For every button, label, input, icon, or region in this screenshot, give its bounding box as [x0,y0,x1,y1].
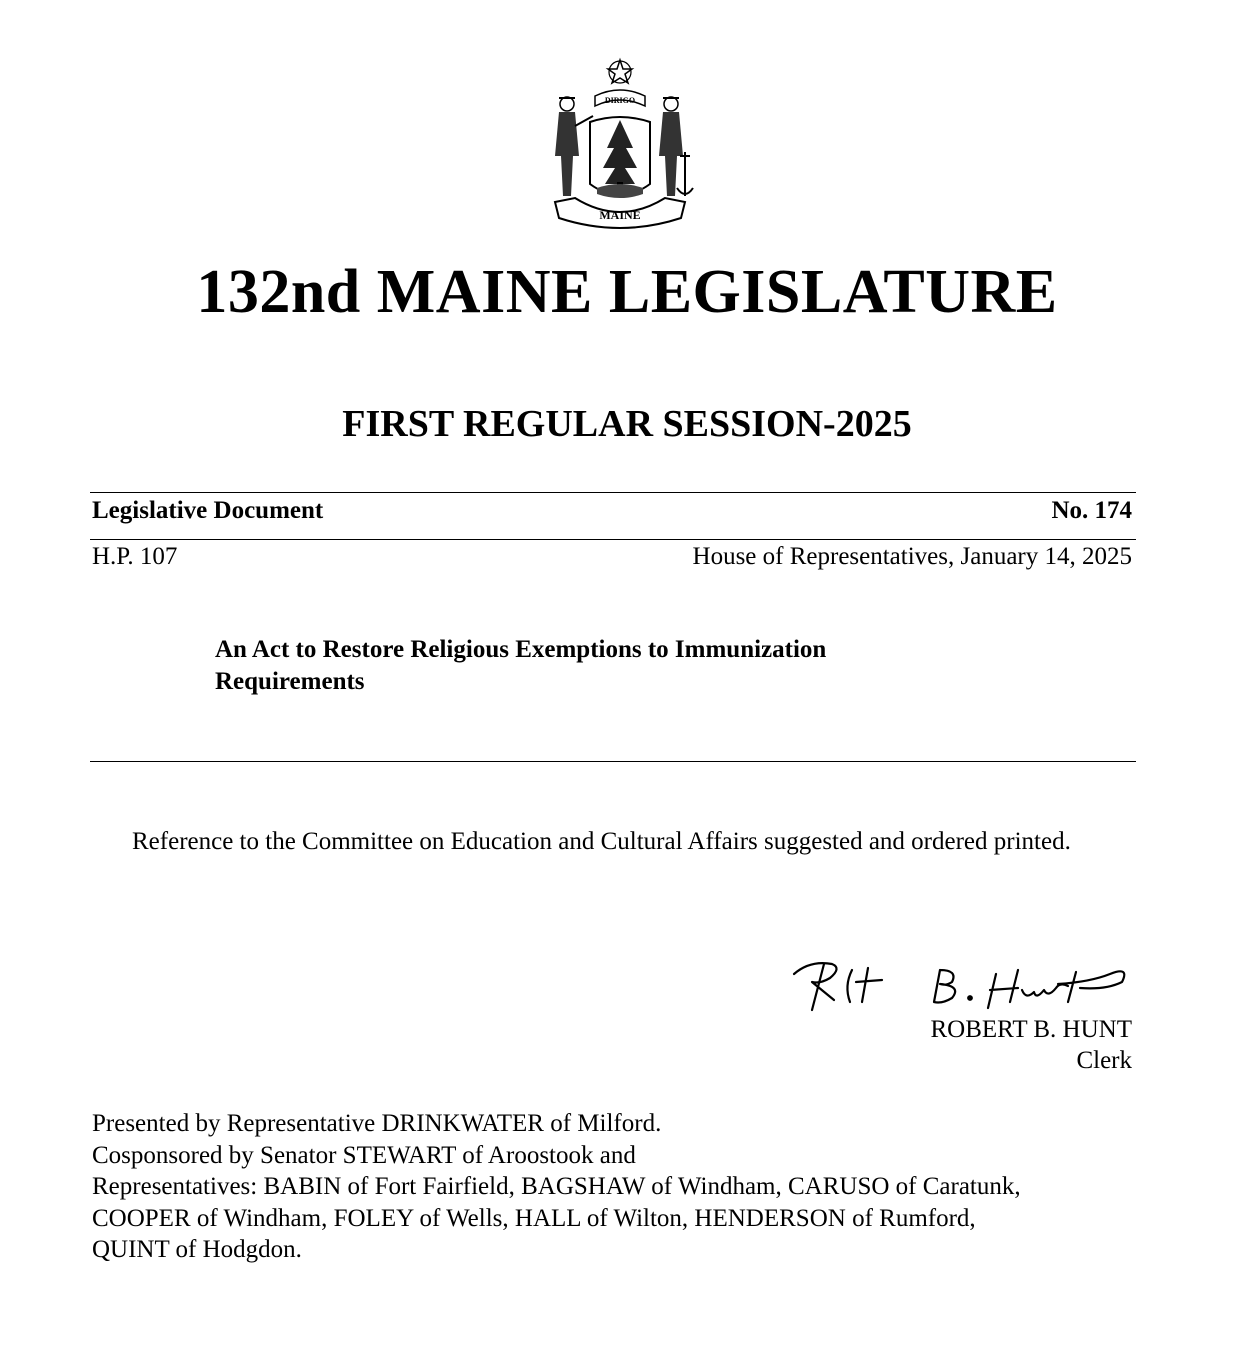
origin-date: House of Representatives, January 14, 2025 [692,543,1132,570]
act-title-line: Requirements [215,668,365,695]
house-paper-number: H.P. 107 [92,543,178,570]
paper-info-row [92,541,1132,573]
document-type-label: Legislative Document [92,497,324,524]
svg-text:DIRIGO: DIRIGO [604,96,636,105]
act-title [215,634,935,698]
sponsors-block [92,1108,1152,1266]
clerk-name: ROBERT B. HUNT [930,1016,1132,1043]
sponsor-line: Representatives: BABIN of Fort Fairfield, BAGSHAW of Windham, CARUSO of Caratunk, [92,1173,1021,1200]
committee-reference: Reference to the Committee on Education and Cultural Affairs suggested and ordered printed. [132,828,1071,855]
session-title: FIRST REGULAR SESSION-2025 [342,403,912,445]
maine-state-seal-icon [545,56,695,232]
middle-rule [90,539,1136,540]
sponsor-line: Presented by Representative DRINKWATER of Milford. [92,1110,662,1137]
sponsor-line: Cosponsored by Senator STEWART of Aroostook and [92,1141,636,1169]
section-rule [90,761,1136,762]
sponsor-line: QUINT of Hodgdon. [92,1236,302,1263]
document-number: No. 174 [1051,497,1132,524]
clerk-block [930,1014,1132,1076]
top-rule [90,492,1136,493]
clerk-signature [790,952,1135,1018]
legislature-title: 132nd MAINE LEGISLATURE [196,258,1058,326]
svg-text:MAINE: MAINE [599,208,641,222]
document-header-row [92,495,1132,527]
act-title-line: An Act to Restore Religious Exemptions to Immunization [215,636,827,663]
clerk-title: Clerk [1076,1047,1132,1074]
sponsor-line: COOPER of Windham, FOLEY of Wells, HALL of Wilton, HENDERSON of Rumford, [92,1204,976,1232]
